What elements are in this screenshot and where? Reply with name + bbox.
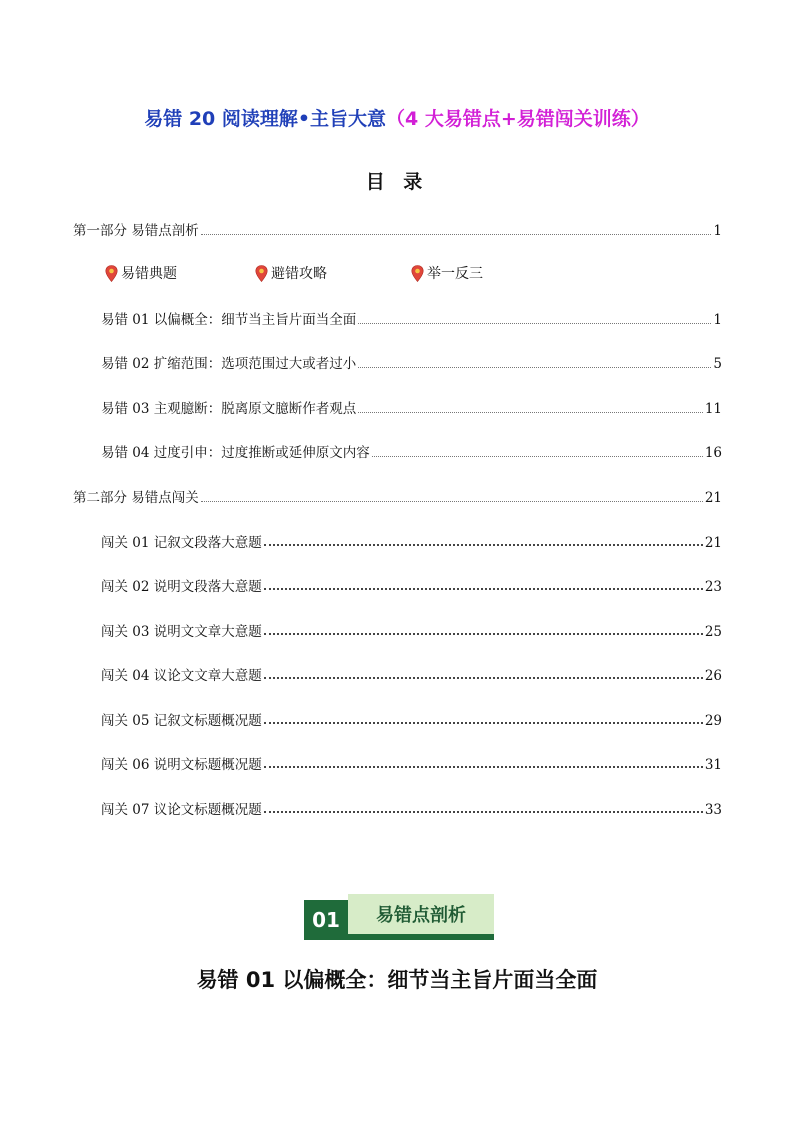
toc-entry[interactable] [101, 753, 722, 773]
toc-entry-page: 1 [713, 312, 722, 328]
toc-leader [264, 766, 703, 768]
location-pin-icon [411, 265, 424, 282]
toc-entry[interactable] [101, 798, 722, 818]
toc-entry-label: 闯关 04 议论文文章大意题 [101, 668, 262, 684]
category-item [255, 263, 327, 283]
toc-entry[interactable] [101, 352, 722, 372]
toc-entry-label: 易错 02 扩缩范围：选项范围过大或者过小 [101, 356, 357, 372]
toc-entry-label: 闯关 03 说明文文章大意题 [101, 624, 262, 640]
category-item [411, 263, 483, 283]
section-badge-number: 01 [304, 900, 348, 940]
location-pin-icon [105, 265, 118, 282]
toc-entry-part2[interactable] [73, 486, 722, 506]
toc-entry[interactable] [101, 308, 722, 328]
section-title: 易错 01 以偏概全：细节当主旨片面当全面 [196, 968, 598, 992]
category-label: 易错典题 [121, 266, 177, 282]
toc-entry-label: 闯关 05 记叙文标题概况题 [101, 713, 262, 729]
toc-leader [358, 412, 703, 413]
category-label: 避错攻略 [271, 266, 327, 282]
document-title [0, 104, 794, 131]
toc-entry-label: 闯关 06 说明文标题概况题 [101, 757, 262, 773]
title-paren: （4 大易错点+易错闯关训练） [386, 108, 650, 130]
section-badge [304, 894, 494, 940]
toc-entry-page: 29 [704, 713, 722, 729]
toc-entry-page: 1 [713, 223, 722, 239]
toc-leader [264, 588, 703, 590]
toc-leader [264, 811, 703, 813]
toc-entry[interactable] [101, 709, 722, 729]
toc-entry-page: 31 [704, 757, 722, 773]
toc-leader [372, 456, 703, 457]
toc-entry-label: 易错 04 过度引申：过度推断或延伸原文内容 [101, 445, 370, 461]
toc-entry-part1[interactable] [73, 219, 722, 239]
toc-leader [264, 677, 703, 679]
toc-leader [201, 234, 712, 235]
toc-entry-label: 闯关 02 说明文段落大意题 [101, 579, 262, 595]
toc-entry-label: 易错 01 以偏概全：细节当主旨片面当全面 [101, 312, 357, 328]
toc-entry-page: 5 [713, 356, 722, 372]
toc-entry-label: 闯关 01 记叙文段落大意题 [101, 535, 262, 551]
toc-entry-page: 25 [704, 624, 722, 640]
toc-entry-label: 闯关 07 议论文标题概况题 [101, 802, 262, 818]
toc-leader [264, 722, 703, 724]
toc-entry[interactable] [101, 441, 722, 461]
section-badge-label: 易错点剖析 [348, 894, 494, 940]
title-main: 易错 20 阅读理解•主旨大意 [144, 108, 387, 130]
toc-entry[interactable] [101, 664, 722, 684]
toc-heading: 目 录 [365, 171, 429, 193]
toc-entry-page: 11 [704, 401, 722, 417]
location-pin-icon [255, 265, 268, 282]
toc-entry-label: 第二部分 易错点闯关 [73, 490, 199, 506]
toc-leader [264, 544, 703, 546]
toc-entry[interactable] [101, 397, 722, 417]
toc-entry-page: 33 [704, 802, 722, 818]
toc-entry-page: 21 [704, 490, 722, 506]
toc-entry[interactable] [101, 620, 722, 640]
toc-entry-label: 易错 03 主观臆断：脱离原文臆断作者观点 [101, 401, 357, 417]
toc-entry[interactable] [101, 575, 722, 595]
toc-leader [358, 323, 711, 324]
toc-leader [201, 501, 703, 502]
toc-leader [358, 367, 711, 368]
toc-leader [264, 633, 703, 635]
toc-entry-page: 21 [704, 535, 722, 551]
toc-entry-page: 26 [704, 668, 722, 684]
toc-entry-page: 16 [704, 445, 722, 461]
toc-entry[interactable] [101, 531, 722, 551]
toc-entry-page: 23 [704, 579, 722, 595]
category-label: 举一反三 [427, 266, 483, 282]
category-item [105, 263, 177, 283]
toc-entry-label: 第一部分 易错点剖析 [73, 223, 199, 239]
